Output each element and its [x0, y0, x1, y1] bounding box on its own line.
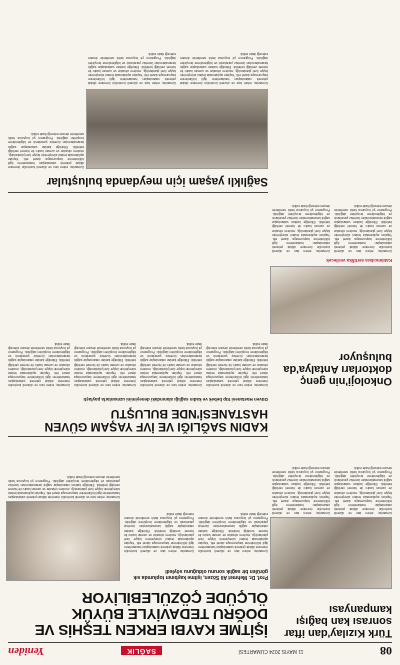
sidebar-body-1: Uzmanlar, erken tanı ve düzenli kontrolün önemine dikkat çekerek vatandaşları hastanelerin ilgili bölümlerine başvurmaya davet etti. Yapılan açıklamada tedavi süreçlerinin kişiye özel planlandığı, modern cihazlar ve uzman kadro ile hizmet verildiği belirtildi. Etkinliğe katılan vatandaşlar sağlık taramalarından ücretsiz yararlandı ve bilgilendirme broşürleri dağıtıldı. Programın yıl boyunca farklı semtlerde devam edeceği ifade edildi. — [334, 465, 392, 515]
sidebar-body-2: Uzmanlar, erken tanı ve düzenli kontrolün önemine dikkat çekerek vatandaşları hastanelerin ilgili bölümlerine başvurmaya davet etti. Yapılan açıklamada tedavi süreçlerinin kişiye özel planlandığı, modern cihazlar ve uzman kadro ile hizmet verildiği belirtildi. Etkinliğe katılan vatandaşlar sağlık taramalarından ücretsiz yararlandı ve bilgilendirme broşürleri dağıtıldı. Programın yıl boyunca farklı semtlerde devam edeceği ifade edildi. — [272, 465, 330, 515]
bottom-body-2: Uzmanlar, erken tanı ve düzenli kontrolün önemine dikkat çekerek vatandaşları hastanelerin ilgili bölümlerine başvurmaya davet etti. Yapılan açıklamada tedavi süreçlerinin kişiye özel planlandığı, modern cihazlar ve uzman kadro ile hizmet verildiği belirtildi. Etkinliğe katılan vatandaşlar sağlık taramalarından ücretsiz yararlandı ve bilgilendirme broşürleri dağıtıldı. Programın yıl boyunca farklı semtlerde devam edeceği ifade edildi. — [180, 52, 268, 85]
middle-body-1: Uzmanlar, erken tanı ve düzenli kontrolün önemine dikkat çekerek vatandaşları hastanelerin ilgili bölümlerine başvurmaya davet etti. Yapılan açıklamada tedavi süreçlerinin kişiye özel planlandığı, modern cihazlar ve uzman kadro ile hizmet verildiği belirtildi. Etkinliğe katılan vatandaşlar sağlık taramalarından ücretsiz yararlandı ve bilgilendirme broşürleri dağıtıldı. Programın yıl boyunca farklı semtlerde devam edeceği ifade edildi. — [206, 342, 268, 387]
bottom-body-3: Uzmanlar, erken tanı ve düzenli kontrolün önemine dikkat çekerek vatandaşları hastanelerin ilgili bölümlerine başvurmaya davet etti. Yapılan açıklamada tedavi süreçlerinin kişiye özel planlandığı, modern cihazlar ve uzman kadro ile hizmet verildiği belirtildi. Etkinliğe katılan vatandaşlar sağlık taramalarından ücretsiz yararlandı ve bilgilendirme broşürleri dağıtıldı. Programın yıl boyunca farklı semtlerde devam edeceği ifade edildi. — [88, 52, 176, 85]
issue-date: 11 MAYIS 2024 CUMARTESİ — [238, 648, 304, 654]
oncology-photo — [270, 266, 392, 334]
sidebar-body-4: Uzmanlar, erken tanı ve düzenli kontrolün önemine dikkat çekerek vatandaşları hastanelerin ilgili bölümlerine başvurmaya davet etti. Yapılan açıklamada tedavi süreçlerinin kişiye özel planlandığı, modern cihazlar ve uzman kadro ile hizmet verildiği belirtildi. Etkinliğe katılan vatandaşlar sağlık taramalarından ücretsiz yararlandı ve bilgilendirme broşürleri dağıtıldı. Programın yıl boyunca farklı semtlerde devam edeceği ifade edildi. — [272, 203, 330, 253]
middle-body-4: Uzmanlar, erken tanı ve düzenli kontrolün önemine dikkat çekerek vatandaşları hastanelerin ilgili bölümlerine başvurmaya davet etti. Yapılan açıklamada tedavi süreçlerinin kişiye özel planlandığı, modern cihazlar ve uzman kadro ile hizmet verildiği belirtildi. Etkinliğe katılan vatandaşlar sağlık taramalarından ücretsiz yararlandı ve bilgilendirme broşürleri dağıtıldı. Programın yıl boyunca farklı semtlerde devam edeceği ifade edildi. — [8, 342, 70, 387]
sidebar-body-3: Uzmanlar, erken tanı ve düzenli kontrolün önemine dikkat çekerek vatandaşları hastanelerin ilgili bölümlerine başvurmaya davet etti. Yapılan açıklamada tedavi süreçlerinin kişiye özel planlandığı, modern cihazlar ve uzman kadro ile hizmet verildiği belirtildi. Etkinliğe katılan vatandaşlar sağlık taramalarından ücretsiz yararlandı ve bilgilendirme broşürleri dağıtıldı. Programın yıl boyunca farklı semtlerde devam edeceği ifade edildi. — [334, 203, 392, 253]
group-event-photo — [86, 89, 268, 169]
bottom-body-1: Uzmanlar, erken tanı ve düzenli kontrolün önemine dikkat çekerek vatandaşları hastanelerin ilgili bölümlerine başvurmaya davet etti. Yapılan açıklamada tedavi süreçlerinin kişiye özel planlandığı, modern cihazlar ve uzman kadro ile hizmet verildiği belirtildi. Etkinliğe katılan vatandaşlar sağlık taramalarından ücretsiz yararlandı ve bilgilendirme broşürleri dağıtıldı. Programın yıl boyunca farklı semtlerde devam edeceği ifade edildi. — [8, 132, 84, 169]
middle-body-3: Uzmanlar, erken tanı ve düzenli kontrolün önemine dikkat çekerek vatandaşları hastanelerin ilgili bölümlerine başvurmaya davet etti. Yapılan açıklamada tedavi süreçlerinin kişiye özel planlandığı, modern cihazlar ve uzman kadro ile hizmet verildiği belirtildi. Etkinliğe katılan vatandaşlar sağlık taramalarından ücretsiz yararlandı ve bilgilendirme broşürleri dağıtıldı. Programın yıl boyunca farklı semtlerde devam edeceği ifade edildi. — [74, 342, 136, 387]
lead-headline: İŞİTME KAYBI ERKEN TEŞHİS VE DOĞRU TEDAVİYLE BÜYÜK ÖLÇÜDE ÇÖZÜLEBİLİYOR — [34, 589, 268, 638]
middle-body-2: Uzmanlar, erken tanı ve düzenli kontrolün önemine dikkat çekerek vatandaşları hastanelerin ilgili bölümlerine başvurmaya davet etti. Yapılan açıklamada tedavi süreçlerinin kişiye özel planlandığı, modern cihazlar ve uzman kadro ile hizmet verildiği belirtildi. Etkinliğe katılan vatandaşlar sağlık taramalarından ücretsiz yararlandı ve bilgilendirme broşürleri dağıtıldı. Programın yıl boyunca farklı semtlerde devam edeceği ifade edildi. — [140, 342, 202, 387]
section-divider — [8, 436, 268, 437]
page-number: 08 — [380, 644, 392, 659]
lead-body-1: Uzmanlar, erken tanı ve düzenli kontrolün önemine dikkat çekerek vatandaşları hastanelerin ilgili bölümlerine başvurmaya davet etti. Yapılan açıklamada tedavi süreçlerinin kişiye özel planlandığı, modern cihazlar ve uzman kadro ile hizmet verildiği belirtildi. Etkinliğe katılan vatandaşlar sağlık taramalarından ücretsiz yararlandı ve bilgilendirme broşürleri dağıtıldı. Programın yıl boyunca farklı semtlerde devam edeceği ifade edildi. — [198, 512, 268, 553]
newspaper-logo: Yeniden — [8, 645, 45, 657]
page-header — [8, 642, 392, 659]
blood-donation-photo — [270, 517, 392, 589]
sidebar-headline-1: Türk Kızılay'dan iftar sonrası kan bağışı kampanyası — [284, 603, 392, 639]
lead-body-2: Uzmanlar, erken tanı ve düzenli kontrolün önemine dikkat çekerek vatandaşları hastanelerin ilgili bölümlerine başvurmaya davet etti. Yapılan açıklamada tedavi süreçlerinin kişiye özel planlandığı, modern cihazlar ve uzman kadro ile hizmet verildiği belirtildi. Etkinliğe katılan vatandaşlar sağlık taramalarından ücretsiz yararlandı ve bilgilendirme broşürleri dağıtıldı. Programın yıl boyunca farklı semtlerde devam edeceği ifade edildi. — [124, 512, 194, 553]
sidebar-column — [272, 6, 392, 639]
doctor-portrait-photo — [6, 501, 120, 581]
sidebar-red-subhead: Katılımcılara sertifika verilecek — [326, 258, 392, 263]
section-badge: SAĞLIK — [121, 647, 162, 656]
lead-body-3: Uzmanlar, erken tanı ve düzenli kontrolün önemine dikkat çekerek vatandaşları hastanelerin ilgili bölümlerine başvurmaya davet etti. Yapılan açıklamada tedavi süreçlerinin kişiye özel planlandığı, modern cihazlar ve uzman kadro ile hizmet verildiği belirtildi. Etkinliğe katılan vatandaşlar sağlık taramalarından ücretsiz yararlandı ve bilgilendirme broşürleri dağıtıldı. Programın yıl boyunca farklı semtlerde devam edeceği ifade edildi. — [8, 474, 120, 499]
sidebar-headline-2: Onkoloji'nin genç doktorları Antalya'da buluşuyor — [283, 351, 392, 387]
middle-subheadline: Güven Hastanesi tüp bebek ve kadın sağlığı alanındaki deneyimini uzmanlarla paylaştı — [83, 397, 268, 402]
bottom-headline: Sağlıklı yaşam için meydanda buluştular — [46, 175, 268, 187]
section-divider — [8, 192, 268, 193]
lead-subheadline: Prof. Dr. Mehmet Ali Sözen, işitme kaybının toplumda sık görülen bir sağlık sorunu olduğunu söyledi — [133, 568, 268, 580]
middle-headline: KADIN SAĞLIĞI VE İVF YAŞAM GÜVEN HASTANESİ'NDE BULUŞTU — [44, 407, 268, 434]
